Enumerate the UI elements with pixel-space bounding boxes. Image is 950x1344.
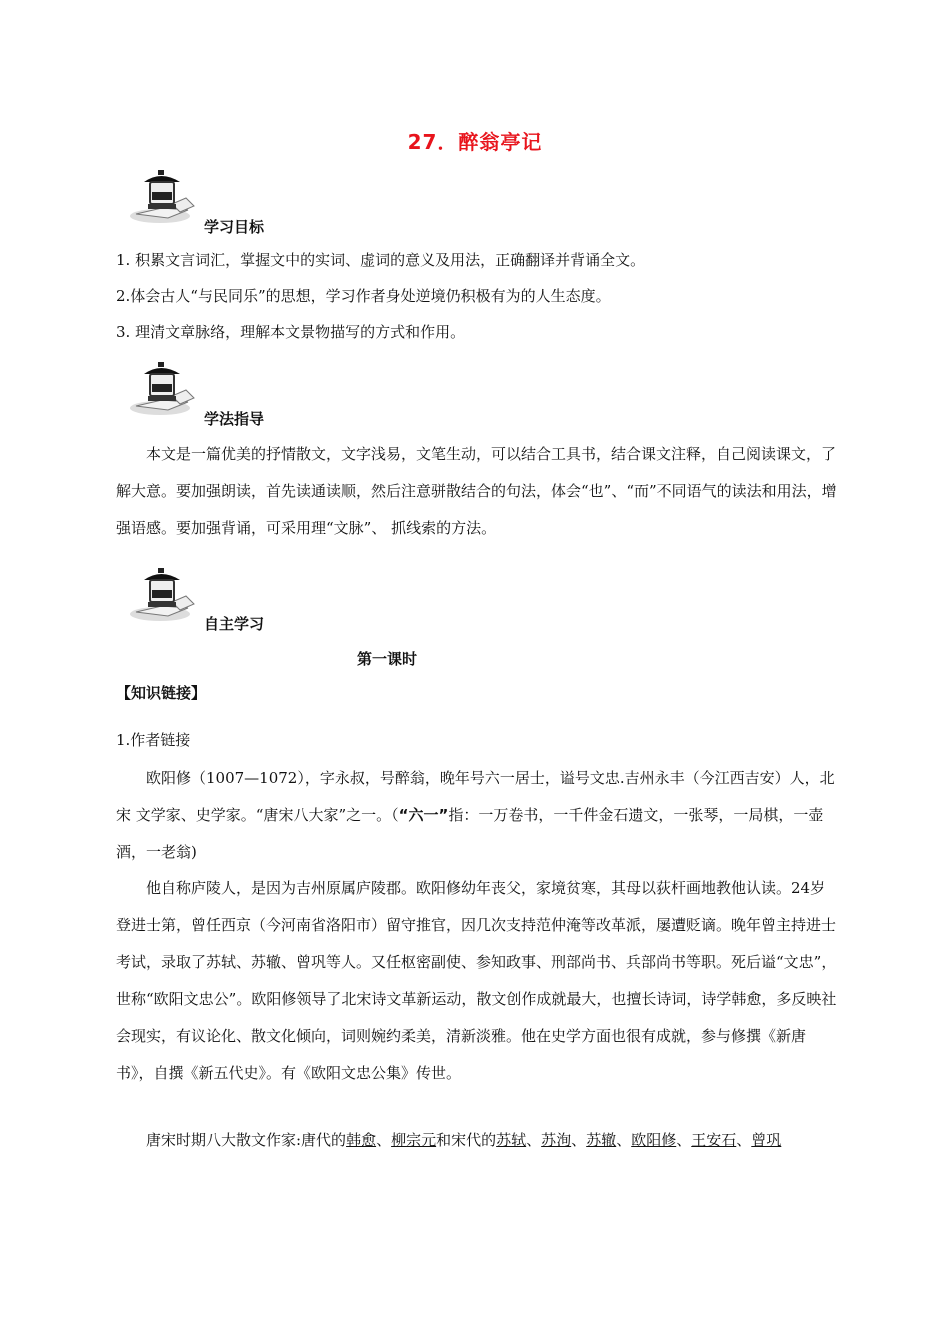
goal-item: 2.体会古人“与民同乐”的思想，学习作者身处逆境仍积极有为的人生态度。 xyxy=(116,287,611,305)
author-name: 王安石 xyxy=(691,1131,737,1149)
section-label-method: 学法指导 xyxy=(204,410,265,428)
biography-paragraph: 他自称庐陵人，是因为吉州原属庐陵郡。欧阳修幼年丧父，家境贫寒，其母以荻杆画地教他认读。24岁登进士第，曾任西京（今河南省洛阳市）留守推官，因几次支持范仲淹等改革派，屡遭贬谪。晚年曾主持进士考试，录取了苏轼、苏辙、曾巩等人。又任枢密副使、参知政事、刑部尚书、兵部尚书等职。死后谥“文忠”，世称“欧阳文忠公”。欧阳修领导了北宋诗文革新运动，散文创作成就最大，也擅长诗词，诗学韩愈，多反映社会现实，有议论化、散文化倾向，词则婉约柔美，清新淡雅。他在史学方面也很有成就，参与修撰《新唐书》，自撰《新五代史》。有《欧阳文忠公集》传世。 xyxy=(116,879,837,1082)
lesson-heading: 第一课时 xyxy=(357,650,418,668)
author-name: 韩愈 xyxy=(346,1131,377,1149)
lamp-icon xyxy=(128,168,200,226)
author-text-tail: 指：一万卷书，一千件金石遗文，一张琴，一局棋，一壶酒，一老翁) xyxy=(116,806,824,861)
author-heading: 1.作者链接 xyxy=(116,731,191,749)
author-text: 欧阳修（1007—1072），字永叔，号醉翁，晚年号六一居士，谥号文忠.吉州永丰（今江西吉安）人，北宋 文学家、史学家。“唐宋八大家”之一。（ xyxy=(116,769,835,824)
author-paragraph xyxy=(116,760,840,871)
knowledge-heading: 【知识链接】 xyxy=(116,684,207,702)
lamp-icon xyxy=(128,360,200,418)
goal-item: 3. 理清文章脉络，理解本文景物描写的方式和作用。 xyxy=(116,323,466,341)
author-name: 苏辙 xyxy=(586,1131,617,1149)
section-label-goals: 学习目标 xyxy=(204,218,265,236)
goal-item: 1. 积累文言词汇，掌握文中的实词、虚词的意义及用法，正确翻译并背诵全文。 xyxy=(116,251,646,269)
author-name: 苏轼 xyxy=(496,1131,527,1149)
section-label-self-study: 自主学习 xyxy=(204,615,265,633)
page-title: 27．醉翁亭记 xyxy=(407,130,543,154)
author-name: 苏洵 xyxy=(541,1131,572,1149)
author-name: 欧阳修 xyxy=(631,1131,677,1149)
lamp-icon xyxy=(128,566,200,624)
eight-masters-mid: 和宋代的 xyxy=(436,1131,497,1149)
eight-masters-paragraph: 唐宋时期八大散文作家:唐代的韩愈、柳宗元和宋代的苏轼、苏洵、苏辙、欧阳修、王安石、曾巩 xyxy=(146,1131,782,1149)
liuyi-term: “六一” xyxy=(398,806,449,824)
author-name: 柳宗元 xyxy=(391,1131,437,1149)
eight-masters-prefix: 唐宋时期八大散文作家:唐代的 xyxy=(146,1131,347,1149)
author-name: 曾巩 xyxy=(751,1131,782,1149)
method-paragraph: 本文是一篇优美的抒情散文，文字浅易，文笔生动，可以结合工具书，结合课文注释，自己阅读课文，了解大意。要加强朗读，首先读通读顺，然后注意骈散结合的句法，体会“也”、“而”不同语气的读法和用法，增强语感。要加强背诵，可采用理“文脉”、 抓线索的方法。 xyxy=(116,445,837,537)
